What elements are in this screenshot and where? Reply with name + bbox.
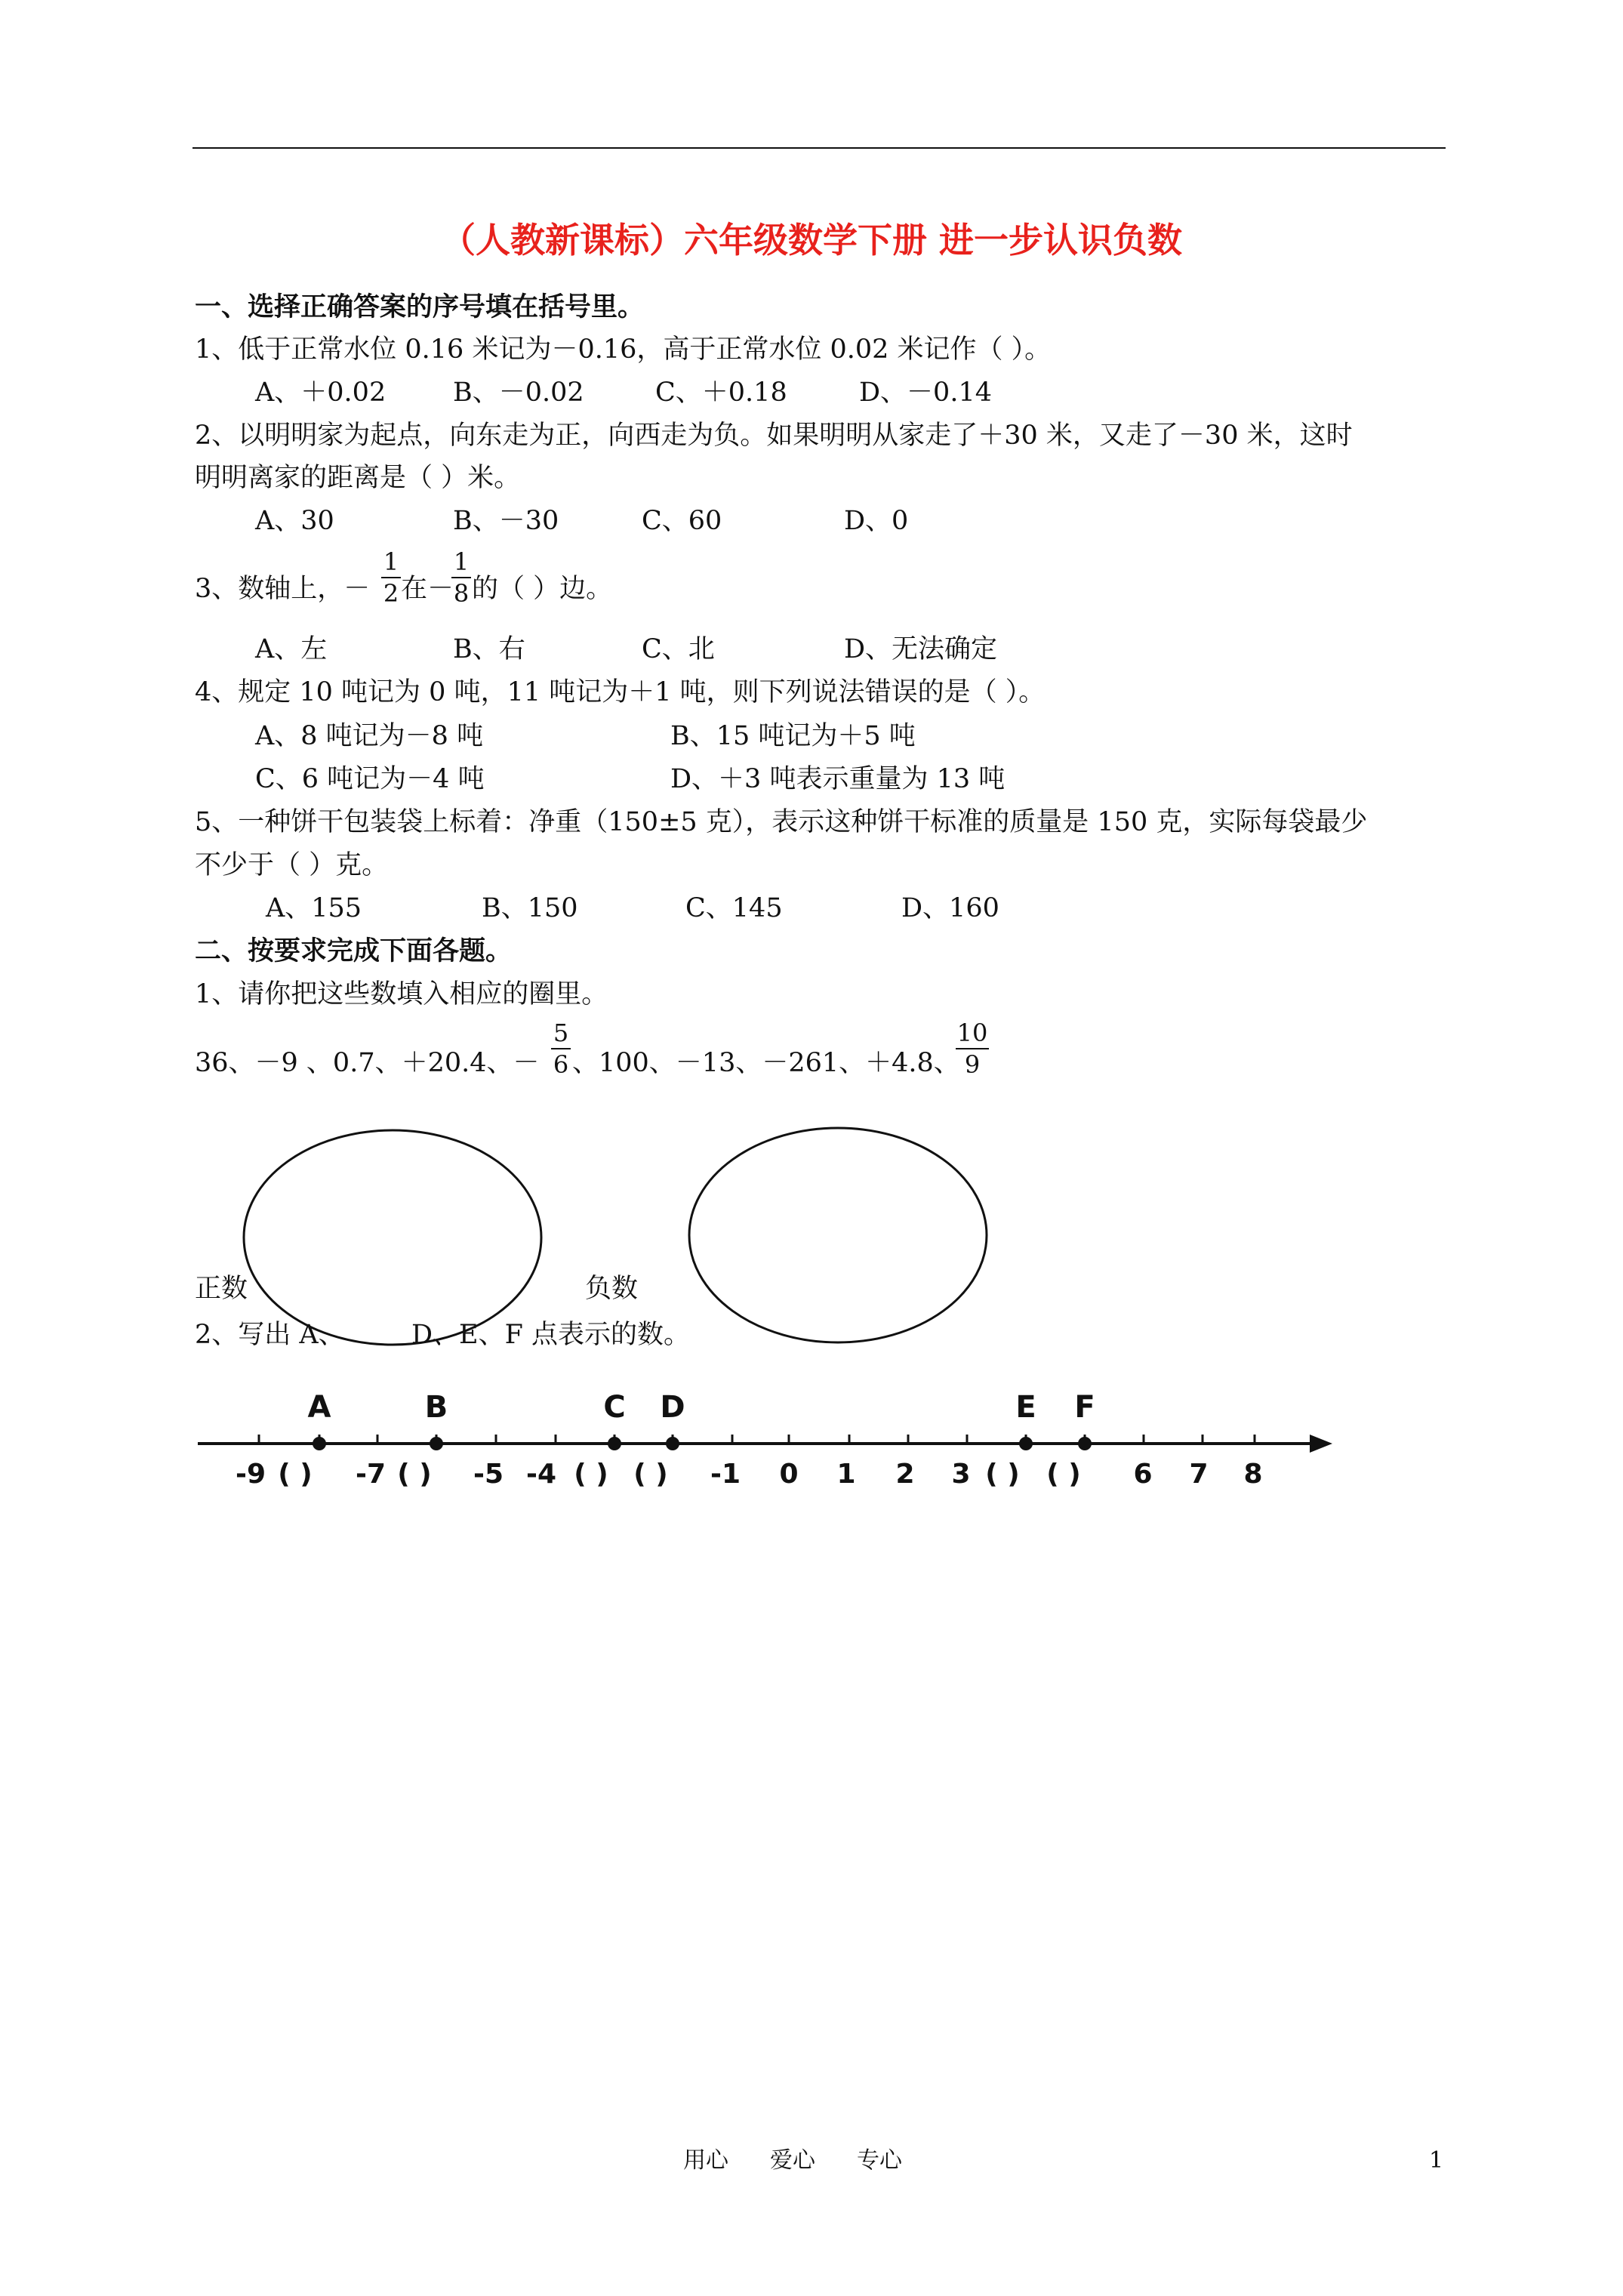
fraction-ten-ninths: 10 9 xyxy=(956,1019,988,1079)
point-c-dot xyxy=(608,1437,621,1450)
tick-label: 6 xyxy=(1133,1459,1153,1490)
s2-q2-text-before: 2、写出 A、 xyxy=(195,1320,345,1350)
point-b-label: B xyxy=(424,1390,448,1425)
q4-option-a: A、8 吨记为－8 吨 xyxy=(255,721,484,751)
tick-label: 8 xyxy=(1243,1459,1263,1490)
number-line xyxy=(0,1374,1623,1510)
q1-option-b: B、－0.02 xyxy=(453,378,584,408)
tick-label: -1 xyxy=(710,1459,741,1490)
q3-option-a: A、左 xyxy=(255,634,328,664)
q3-option-d: D、无法确定 xyxy=(844,634,998,664)
tick-label: -4 xyxy=(526,1459,556,1490)
q3-mid: 在－ xyxy=(401,574,454,604)
arrow-right-icon xyxy=(1310,1435,1332,1453)
q1-option-a: A、＋0.02 xyxy=(255,378,387,408)
q3-suffix: 的（ ）边。 xyxy=(472,574,613,604)
positive-label: 正数 xyxy=(195,1274,248,1304)
point-e-label: E xyxy=(1015,1390,1036,1425)
s2-q2-text-after: D、E、F 点表示的数。 xyxy=(411,1320,691,1350)
numbers-suffix: 、100、－13、－261、＋4.8、 xyxy=(572,1048,960,1078)
point-a-label: A xyxy=(307,1390,331,1425)
point-d-label: D xyxy=(660,1390,685,1425)
fraction-five-sixths: 5 6 xyxy=(551,1019,571,1078)
q2-text-line2: 明明离家的距离是（ ）米。 xyxy=(195,463,521,493)
numbers-prefix: 36、－9 、0.7、＋20.4、－ xyxy=(195,1048,540,1078)
q3-option-b: B、右 xyxy=(453,634,525,664)
point-d-dot xyxy=(666,1437,679,1450)
q3-option-c: C、北 xyxy=(642,634,715,664)
q3-fraction-one-eighth: 1 8 xyxy=(451,548,471,607)
q2-option-c: C、60 xyxy=(642,506,722,536)
tick-label: 7 xyxy=(1189,1459,1209,1490)
q5-option-c: C、145 xyxy=(685,893,783,923)
answer-blank[interactable]: ( ) xyxy=(397,1459,432,1490)
point-c-label: C xyxy=(603,1390,626,1425)
s2-q1-text: 1、请你把这些数填入相应的圈里。 xyxy=(195,979,608,1009)
tick-label: 1 xyxy=(836,1459,856,1490)
negative-circle[interactable] xyxy=(689,1128,987,1342)
q1-option-d: D、－0.14 xyxy=(859,378,992,408)
q4-option-d: D、＋3 吨表示重量为 13 吨 xyxy=(670,764,1006,794)
point-b-dot xyxy=(430,1437,443,1450)
q1-option-c: C、＋0.18 xyxy=(655,378,787,408)
q2-text-line1: 2、以明明家为起点，向东走为正，向西走为负。如果明明从家走了＋30 米，又走了－30 米，这时 xyxy=(195,421,1353,451)
tick-label: -5 xyxy=(473,1459,504,1490)
point-a-dot xyxy=(313,1437,326,1450)
page-title: （人教新课标）六年级数学下册 进一步认识负数 xyxy=(440,220,1182,260)
q2-option-b: B、－30 xyxy=(453,506,559,536)
q5-option-d: D、160 xyxy=(901,893,999,923)
q5-option-b: B、150 xyxy=(482,893,578,923)
q4-option-b: B、15 吨记为＋5 吨 xyxy=(670,721,916,751)
tick-label: -7 xyxy=(356,1459,386,1490)
q3-prefix: 3、数轴上，－ xyxy=(195,574,371,604)
section1-heading: 一、选择正确答案的序号填在括号里。 xyxy=(195,291,645,322)
tick-label: 2 xyxy=(895,1459,915,1490)
q2-option-a: A、30 xyxy=(255,506,334,536)
tick-label: 3 xyxy=(951,1459,971,1490)
footer-motto-2: 爱心 xyxy=(770,2147,815,2174)
tick-label: -9 xyxy=(236,1459,266,1490)
footer-motto-3: 专心 xyxy=(857,2147,902,2174)
positive-circle[interactable] xyxy=(244,1130,541,1345)
negative-label: 负数 xyxy=(585,1274,639,1304)
point-e-dot xyxy=(1019,1437,1033,1450)
point-f-dot xyxy=(1078,1437,1092,1450)
q1-text: 1、低于正常水位 0.16 米记为－0.16，高于正常水位 0.02 米记作（ ）。 xyxy=(195,334,1052,365)
q3-fraction-one-half: 1 2 xyxy=(381,548,401,607)
q5-option-a: A、155 xyxy=(266,893,362,923)
page-number: 1 xyxy=(1429,2147,1444,2174)
answer-blank[interactable]: ( ) xyxy=(633,1459,668,1490)
answer-blank[interactable]: ( ) xyxy=(278,1459,313,1490)
q5-text-line1: 5、一种饼干包装袋上标着：净重（150±5 克），表示这种饼干标准的质量是 150 克，实际每袋最少 xyxy=(195,807,1368,837)
footer-motto-1: 用心 xyxy=(683,2147,728,2174)
point-f-label: F xyxy=(1074,1390,1095,1425)
section2-heading: 二、按要求完成下面各题。 xyxy=(195,935,513,966)
answer-blank[interactable]: ( ) xyxy=(985,1459,1020,1490)
q4-option-c: C、6 吨记为－4 吨 xyxy=(255,764,485,794)
answer-blank[interactable]: ( ) xyxy=(1046,1459,1081,1490)
tick-label: 0 xyxy=(779,1459,799,1490)
q2-option-d: D、0 xyxy=(844,506,909,536)
q5-text-line2: 不少于（ ）克。 xyxy=(195,850,389,880)
answer-blank[interactable]: ( ) xyxy=(574,1459,608,1490)
q4-text: 4、规定 10 吨记为 0 吨，11 吨记为＋1 吨，则下列说法错误的是（ ）。 xyxy=(195,677,1046,707)
